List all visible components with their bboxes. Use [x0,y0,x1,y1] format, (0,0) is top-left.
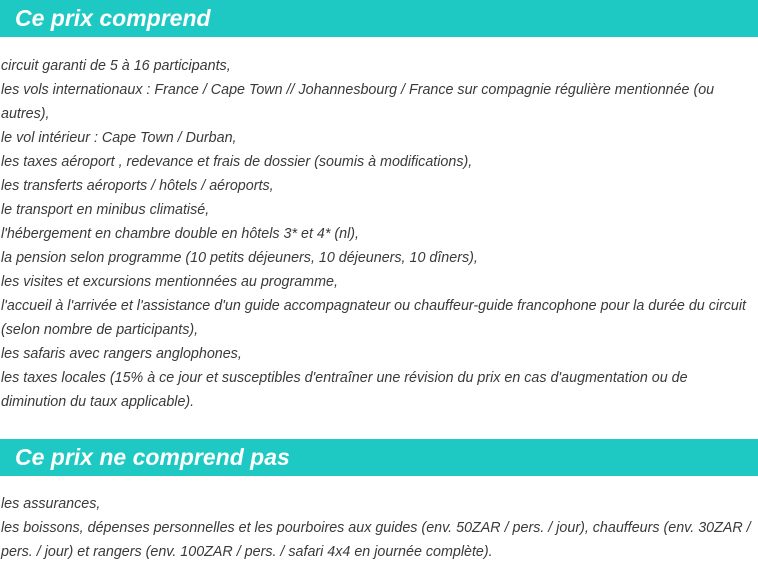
includes-header [0,0,758,37]
list-item: l'hébergement en chambre double en hôtels 3* et 4* (nl), [1,226,359,242]
list-item: circuit garanti de 5 à 16 participants, [1,58,231,74]
list-item: les visites et excursions mentionnées au programme, [1,274,338,290]
list-item: la pension selon programme (10 petits déjeuners, 10 déjeuners, 10 dîners), [1,250,478,266]
list-item: l'accueil à l'arrivée et l'assistance d'un guide accompagnateur ou chauffeur-guide francophone pour la durée du circuit (selon nombre de participants), [1,298,747,338]
list-item: les transferts aéroports / hôtels / aéroports, [1,178,274,194]
list-item: les taxes aéroport , redevance et frais de dossier (soumis à modifications), [1,154,473,170]
list-item: le transport en minibus climatisé, [1,202,210,218]
includes-list [0,54,758,414]
list-item: le vol intérieur : Cape Town / Durban, [1,130,237,146]
list-item: les safaris avec rangers anglophones, [1,346,242,362]
list-item: les vols internationaux : France / Cape Town // Johannesbourg / France sur compagnie régulière mentionnée (ou autres), [1,82,715,122]
excludes-header [0,439,758,476]
includes-title: Ce prix comprend [15,5,211,31]
excludes-list [0,492,758,564]
excludes-title: Ce prix ne comprend pas [15,444,290,470]
list-item: les boissons, dépenses personnelles et les pourboires aux guides (env. 50ZAR / pers. / jour), chauffeurs (env. 30ZAR / pers. / jour) et rangers (env. 100ZAR / pers. / safari 4x4 en journée complète). [1,520,751,560]
list-item: les taxes locales (15% à ce jour et susceptibles d'entraîner une révision du prix en cas d'augmentation ou de diminution du taux applicable). [1,370,688,410]
list-item: les assurances, [1,496,101,512]
